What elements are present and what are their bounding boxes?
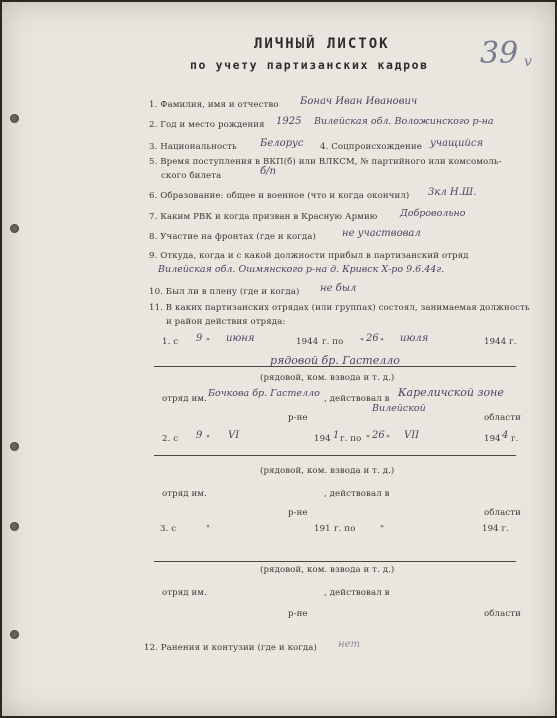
district-label: р-не bbox=[288, 508, 308, 518]
check-mark: v bbox=[524, 54, 532, 70]
quote-mark: " bbox=[206, 434, 211, 444]
punch-hole bbox=[10, 522, 19, 531]
period-1-start: 1. с bbox=[162, 337, 179, 347]
period-1-position: рядовой бр. Гастелло bbox=[270, 354, 400, 367]
document-subtitle: по учету партизанских кадров bbox=[190, 58, 429, 72]
document-sheet bbox=[2, 2, 555, 716]
quote-mark: " bbox=[206, 524, 211, 534]
field-5-label: 5. Время поступления в ВКП(б) или ВЛКСМ, № партийного или комсомоль- bbox=[149, 157, 502, 167]
district-label: р-не bbox=[288, 413, 308, 423]
position-caption: (рядовой, ком. взвода и т. д.) bbox=[260, 466, 395, 476]
field-6-value: 3кл Н.Ш. bbox=[428, 187, 477, 198]
field-4-value: учащийся bbox=[430, 138, 484, 149]
field-2-label: 2. Год и место рождения bbox=[149, 120, 265, 130]
year-suffix: г. bbox=[511, 434, 519, 444]
region-label: области bbox=[484, 413, 521, 423]
period-3-start: 3. с bbox=[160, 524, 177, 534]
period-1-to: г. по bbox=[322, 337, 344, 347]
acted-in-label: , действовал в bbox=[324, 394, 390, 404]
acted-in-label: , действовал в bbox=[324, 489, 390, 499]
period-2-to: г. по bbox=[340, 434, 362, 444]
field-7-label: 7. Каким РВК и когда призван в Красную Армию bbox=[149, 212, 378, 222]
quote-mark: " bbox=[360, 337, 365, 347]
detachment-label: отряд им. bbox=[162, 489, 207, 499]
quote-mark: " bbox=[380, 337, 385, 347]
acted-in-label: , действовал в bbox=[324, 588, 390, 598]
position-caption: (рядовой, ком. взвода и т. д.) bbox=[260, 373, 395, 383]
district-label: р-не bbox=[288, 609, 308, 619]
period-2-month-to: VII bbox=[404, 430, 420, 441]
field-6-label: 6. Образование: общее и военное (что и когда окончил) bbox=[149, 191, 410, 201]
field-1-value: Бонач Иван Иванович bbox=[300, 96, 418, 107]
field-12-value: нет bbox=[338, 639, 360, 650]
period-1-detachment: Бочкова бр. Гастелло bbox=[208, 388, 320, 399]
period-2-month-from: VI bbox=[228, 430, 240, 441]
field-11-label-cont: и район действия отряда: bbox=[166, 317, 286, 327]
period-2-year-digit: 1 bbox=[333, 430, 340, 441]
field-9-value: Вилейская обл. Ошмянского р-на д. Кривск Х-ро 9.6.44г. bbox=[158, 264, 445, 275]
field-4-label: 4. Соцпроисхождение bbox=[320, 142, 422, 152]
field-5-value: б/п bbox=[260, 166, 276, 177]
divider-line bbox=[154, 366, 516, 367]
field-5-label-cont: ского билета bbox=[161, 171, 222, 181]
quote-mark: " bbox=[386, 434, 391, 444]
period-1-end: 1944 г. bbox=[484, 337, 517, 347]
punch-hole bbox=[10, 114, 19, 123]
field-11-label: 11. В каких партизанских отрядах (или группах) состоял, занимаемая должность bbox=[149, 303, 530, 313]
archive-number: 39 bbox=[480, 36, 519, 71]
field-10-value: не был bbox=[320, 283, 357, 294]
field-2-place: Вилейская обл. Воложинского р-на bbox=[314, 116, 494, 127]
punch-hole bbox=[10, 224, 19, 233]
period-2-day-to: 26 bbox=[372, 430, 385, 441]
period-3-year: 191 bbox=[314, 524, 331, 534]
divider-line bbox=[154, 561, 516, 562]
period-1-month-to: июля bbox=[400, 333, 429, 344]
field-1-label: 1. Фамилия, имя и отчество bbox=[149, 100, 279, 110]
field-8-value: не участвовал bbox=[342, 228, 421, 239]
document-title: ЛИЧНЫЙ ЛИСТОК bbox=[254, 36, 390, 52]
period-2-year: 194 bbox=[314, 434, 331, 444]
period-1-year: 1944 bbox=[296, 337, 319, 347]
field-2-year: 1925 bbox=[276, 116, 302, 127]
field-12-label: 12. Ранения и контузии (где и когда) bbox=[144, 643, 317, 653]
period-1-day-to: 26 bbox=[366, 333, 379, 344]
period-1-month-from: июня bbox=[226, 333, 255, 344]
period-2-day-from: 9 bbox=[196, 430, 203, 441]
quote-mark: " bbox=[366, 434, 371, 444]
quote-mark: " bbox=[206, 337, 211, 347]
period-2-start: 2. с bbox=[162, 434, 179, 444]
period-1-zone: Кареличской зоне bbox=[398, 386, 504, 399]
region-label: области bbox=[484, 508, 521, 518]
period-1-region: Вилейской bbox=[372, 403, 426, 414]
field-9-label: 9. Откуда, когда и с какой должности прибыл в партизанский отряд bbox=[149, 251, 469, 261]
period-2-end-year: 194 bbox=[484, 434, 501, 444]
punch-hole bbox=[10, 442, 19, 451]
field-10-label: 10. Был ли в плену (где и когда) bbox=[149, 287, 300, 297]
quote-mark: " bbox=[380, 524, 385, 534]
period-3-end: 194 г. bbox=[482, 524, 509, 534]
region-label: области bbox=[484, 609, 521, 619]
period-1-day-from: 9 bbox=[196, 333, 203, 344]
field-8-label: 8. Участие на фронтах (где и когда) bbox=[149, 232, 316, 242]
punch-hole bbox=[10, 630, 19, 639]
field-3-value: Белорус bbox=[260, 138, 304, 149]
field-7-value: Добровольно bbox=[400, 208, 466, 219]
detachment-label: отряд им. bbox=[162, 394, 207, 404]
period-2-end-digit: 4 bbox=[502, 430, 509, 441]
period-3-to: г. по bbox=[334, 524, 356, 534]
detachment-label: отряд им. bbox=[162, 588, 207, 598]
field-3-label: 3. Национальность bbox=[149, 142, 237, 152]
divider-line bbox=[154, 455, 516, 456]
position-caption: (рядовой, ком. взвода и т. д.) bbox=[260, 565, 395, 575]
